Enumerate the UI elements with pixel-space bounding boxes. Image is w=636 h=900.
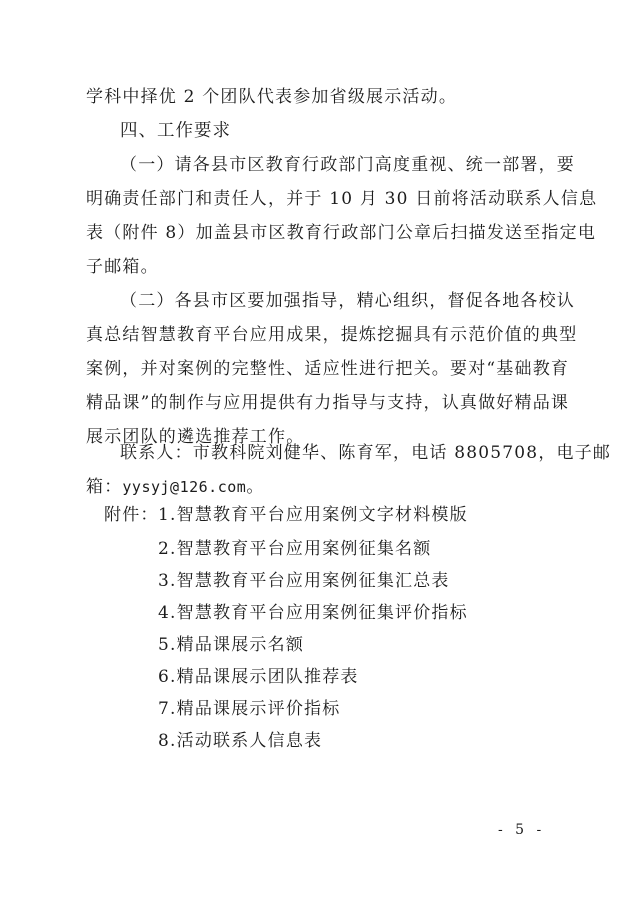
attachments-label: 附件： <box>104 505 159 525</box>
paragraph-2-line: 精品课”的制作与应用提供有力指导与支持，认真做好精品课 <box>86 393 570 413</box>
paragraph-1-line: 明确责任部门和责任人，并于 10 月 30 日前将活动联系人信息 <box>86 189 598 209</box>
contact-email-line <box>86 474 265 500</box>
paragraph-1-line: 表（附件 8）加盖县市区教育行政部门公章后扫描发送至指定电 <box>86 223 597 243</box>
attachment-item: 2.智慧教育平台应用案例征集名额 <box>158 539 432 559</box>
attachment-item: 8.活动联系人信息表 <box>158 731 323 751</box>
paragraph-2-line: 案例，并对案例的完整性、适应性进行把关。要对“基础教育 <box>86 359 570 379</box>
paragraph-2-line: 展示团队的遴选推荐工作。 <box>86 427 305 447</box>
paragraph-1-line: （一）请各县市区教育行政部门高度重视、统一部署，要 <box>120 155 575 175</box>
contact-email: yysyj@126.com <box>122 478 247 496</box>
attachment-item: 7.精品课展示评价指标 <box>158 699 341 719</box>
paragraph-2-line: 真总结智慧教育平台应用成果，提炼挖掘具有示范价值的典型 <box>86 325 578 345</box>
body-line: 学科中择优 2 个团队代表参加省级展示活动。 <box>86 87 458 107</box>
contact-line: 联系人：市教科院刘健华、陈育军，电话 8805708，电子邮 <box>120 443 612 463</box>
attachment-item: 6.精品课展示团队推荐表 <box>158 667 359 687</box>
section-heading: 四、工作要求 <box>120 121 231 141</box>
contact-email-prefix: 箱： <box>86 477 123 497</box>
attachment-item: 3.智慧教育平台应用案例征集汇总表 <box>158 571 450 591</box>
page-number: - 5 - <box>498 822 546 838</box>
attachment-item: 4.智慧教育平台应用案例征集评价指标 <box>158 603 468 623</box>
attachment-item: 1.智慧教育平台应用案例文字材料模版 <box>158 505 468 525</box>
attachment-item: 5.精品课展示名额 <box>158 635 305 655</box>
contact-email-suffix: 。 <box>246 477 265 497</box>
paragraph-2-line: （二）各县市区要加强指导，精心组织，督促各地各校认 <box>120 291 575 311</box>
paragraph-1-line: 子邮箱。 <box>86 257 159 277</box>
